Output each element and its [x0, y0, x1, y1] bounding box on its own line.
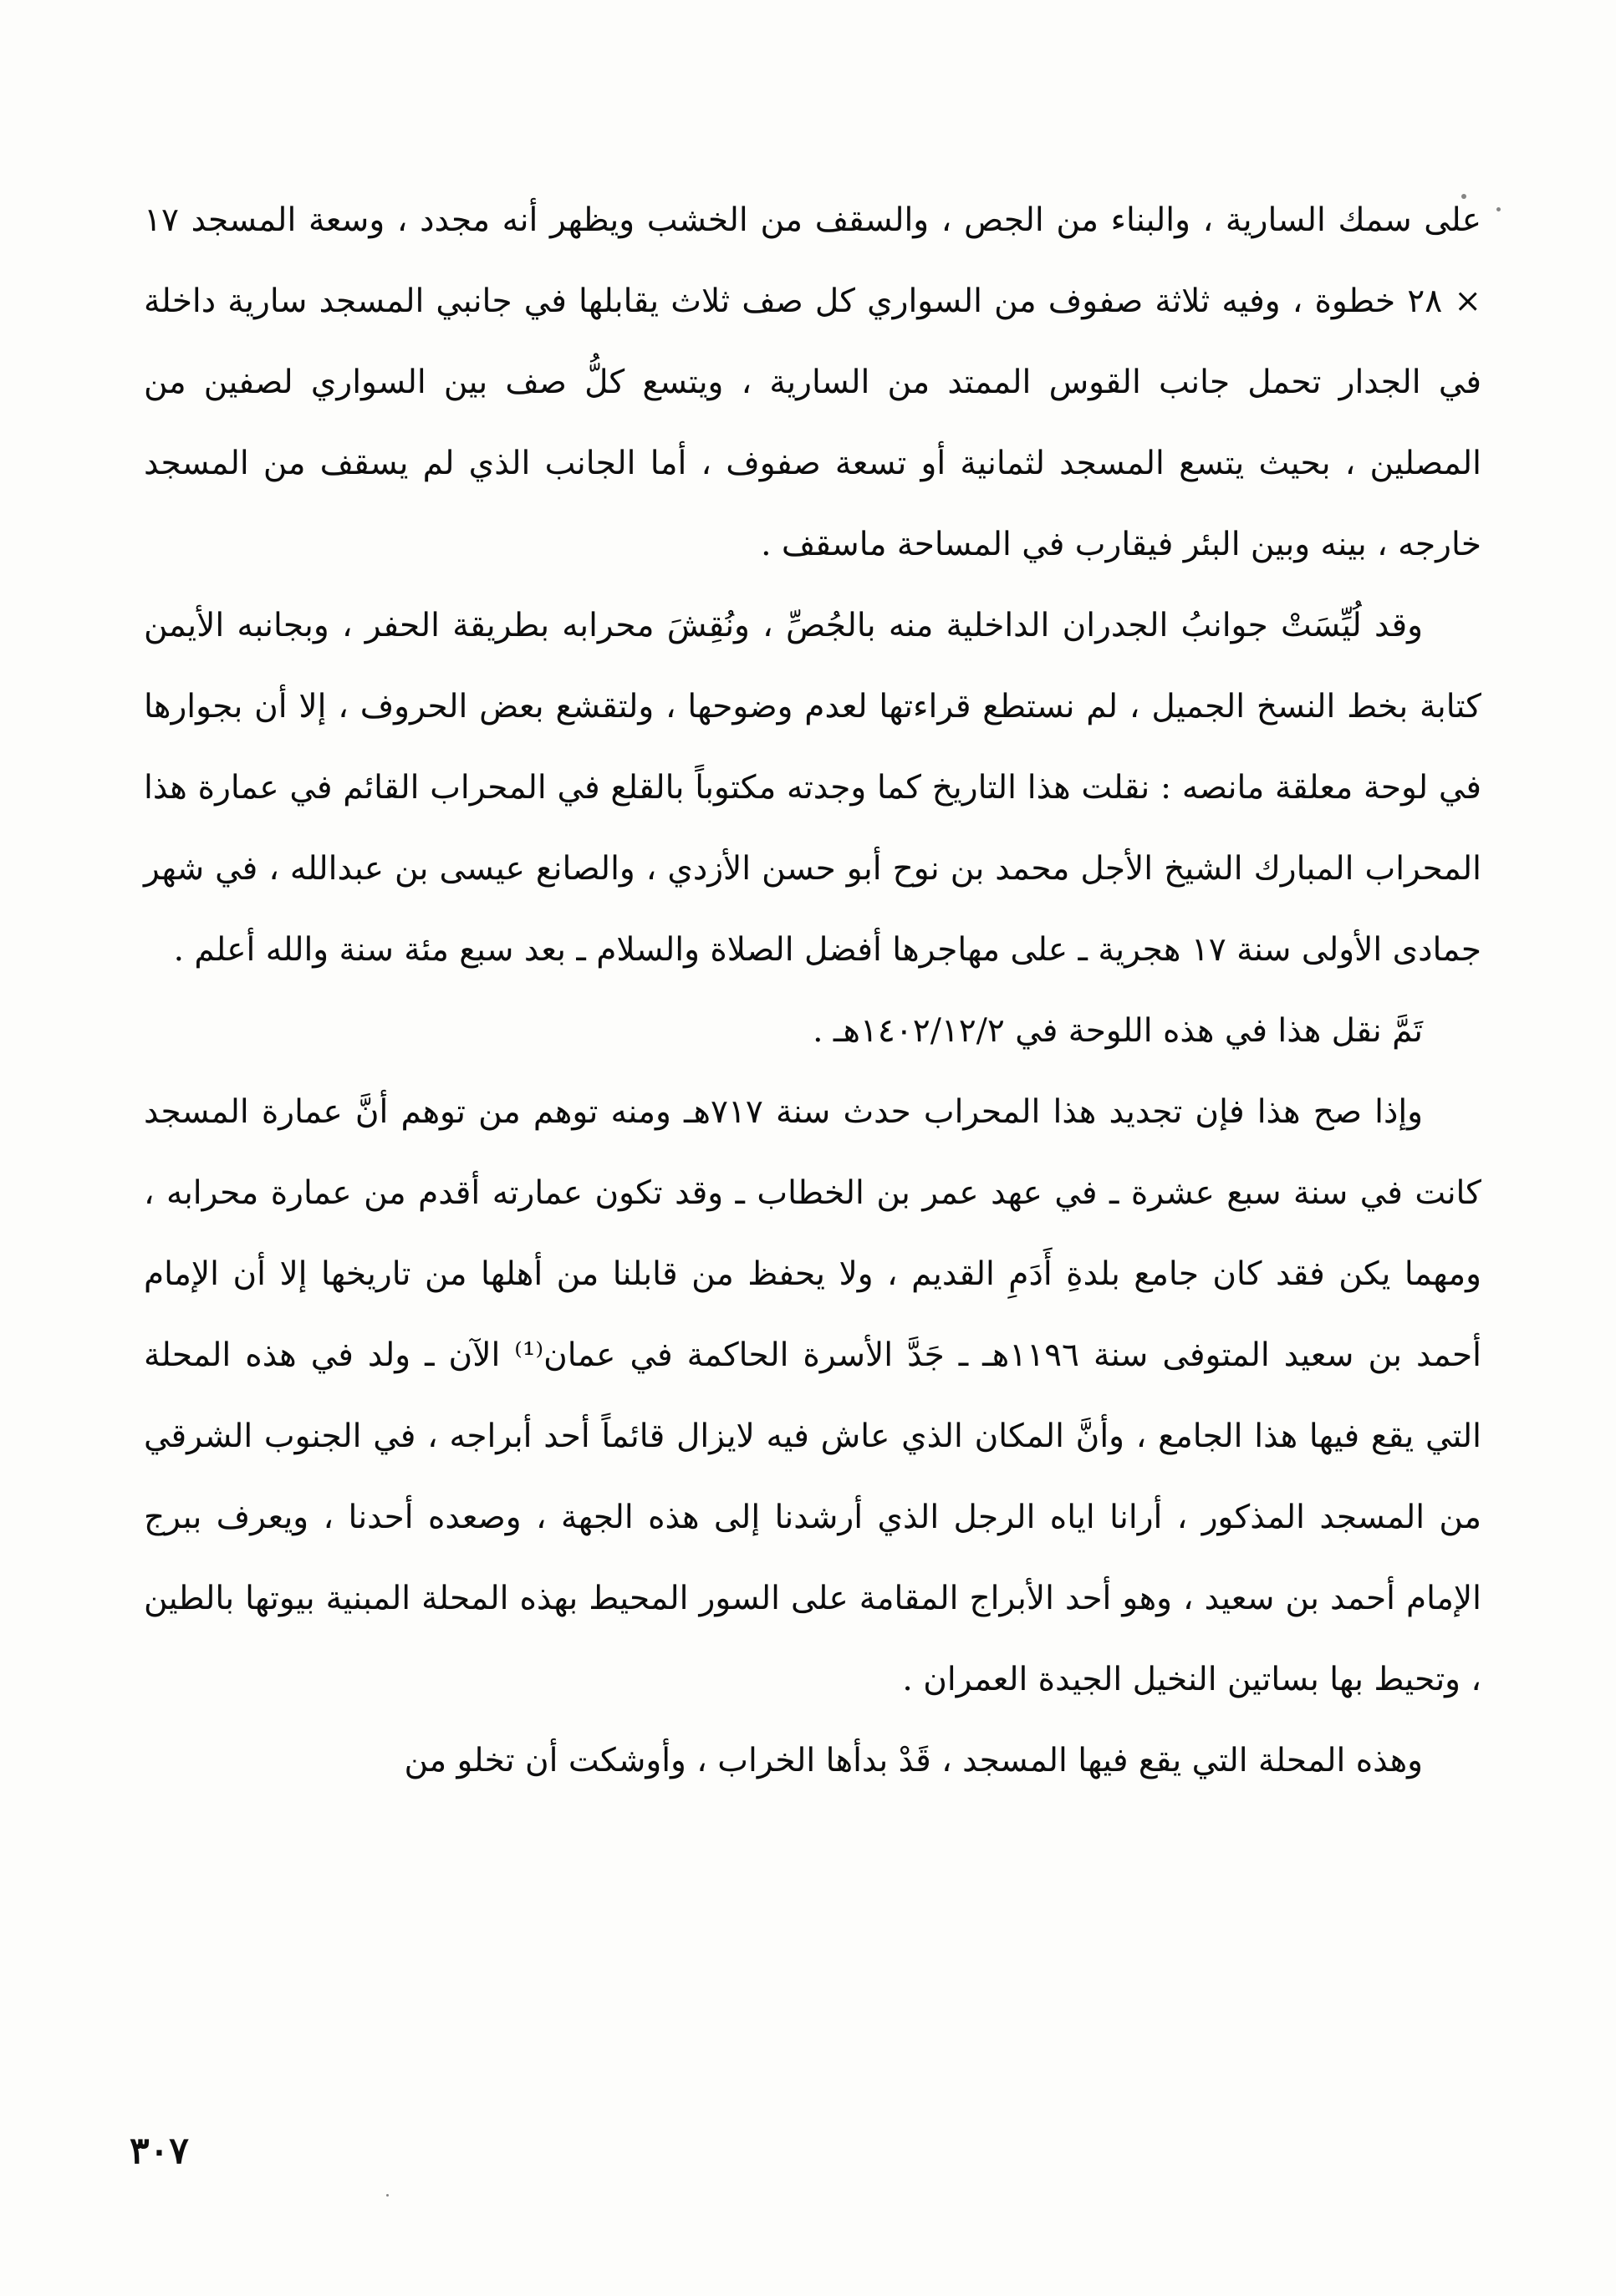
paragraph-5: وهذه المحلة التي يقع فيها المسجد ، قَدْ بدأها الخراب ، وأوشكت أن تخلو من: [404, 1742, 1423, 1779]
paragraph-1: على سمك السارية ، والبناء من الجص ، والسقف من الخشب ويظهر أنه مجدد ، وسعة المسجد ١٧ × ٢٨ خطوة ، وفيه ثلاثة صفوف من السواري كل صف ثلاث يقابلها في جانبي المسجد سارية داخلة في الجدار تحمل جانب القوس الممتد من السارية ، ويتسع كلُّ صف بين السواري لصفين من المصلين ، بحيث يتسع المسجد لثمانية أو تسعة صفوف ، أما الجانب الذي لم يسقف من المسجد خارجه ، بينه وبين البئر فيقارب في المساحة ماسقف .: [144, 201, 1482, 563]
paragraph-2: وقد لُيِّسَتْ جوانبُ الجدران الداخلية منه بالجُصِّ ، ونُقِشَ محرابه بطريقة الحفر ، وبجانبه الأيمن كتابة بخط النسخ الجميل ، لم نستطع قراءتها لعدم وضوحها ، ولتقشع بعض الحروف ، إلا أن بجوارها في لوحة معلقة مانصه : نقلت هذا التاريخ كما وجدته مكتوباً بالقلع في المحراب القائم في عمارة هذا المحراب المبارك الشيخ الأجل محمد بن نوح أبو حسن الأزدي ، والصانع عيسى بن عبدالله ، في شهر جمادى الأولى سنة ١٧ هجرية ـ على مهاجرها أفضل الصلاة والسلام ـ بعد سبع مئة سنة والله أعلم .: [144, 607, 1481, 969]
scan-speck: [386, 2194, 389, 2197]
page-number: ٣٠٧: [130, 2130, 189, 2172]
body-text: [144, 180, 1481, 1801]
paragraph-3: تَمَّ نقل هذا في هذه اللوحة في ١٤٠٢/١٢/٢هـ .: [813, 1012, 1423, 1050]
scan-speck: [1496, 207, 1501, 211]
paragraph-4: وإذا صح هذا فإن تجديد هذا المحراب حدث سنة ٧١٧هـ ومنه توهم من توهم أنَّ عمارة المسجد كانت في سنة سبع عشرة ـ في عهد عمر بن الخطاب ـ وقد تكون عمارته أقدم من عمارة محرابه ، ومهما يكن فقد كان جامع بلدةِ أَدَمِ القديم ، ولا يحفظ من قابلنا من أهلها من تاريخها إلا أن الإمام أحمد بن سعيد المتوفى سنة ١١٩٦هـ ـ جَدَّ الأسرة الحاكمة في عمان⁽¹⁾ الآن ـ ولد في هذه المحلة التي يقع فيها هذا الجامع ، وأنَّ المكان الذي عاش فيه لايزال قائماً أحد أبراجه ، في الجنوب الشرقي من المسجد المذكور ، أرانا اياه الرجل الذي أرشدنا إلى هذه الجهة ، وصعده أحدنا ، ويعرف ببرج الإمام أحمد بن سعيد ، وهو أحد الأبراج المقامة على السور المحيط بهذه المحلة المبنية بيوتها بالطين ، وتحيط بها بساتين النخيل الجيدة العمران .: [144, 1093, 1481, 1698]
